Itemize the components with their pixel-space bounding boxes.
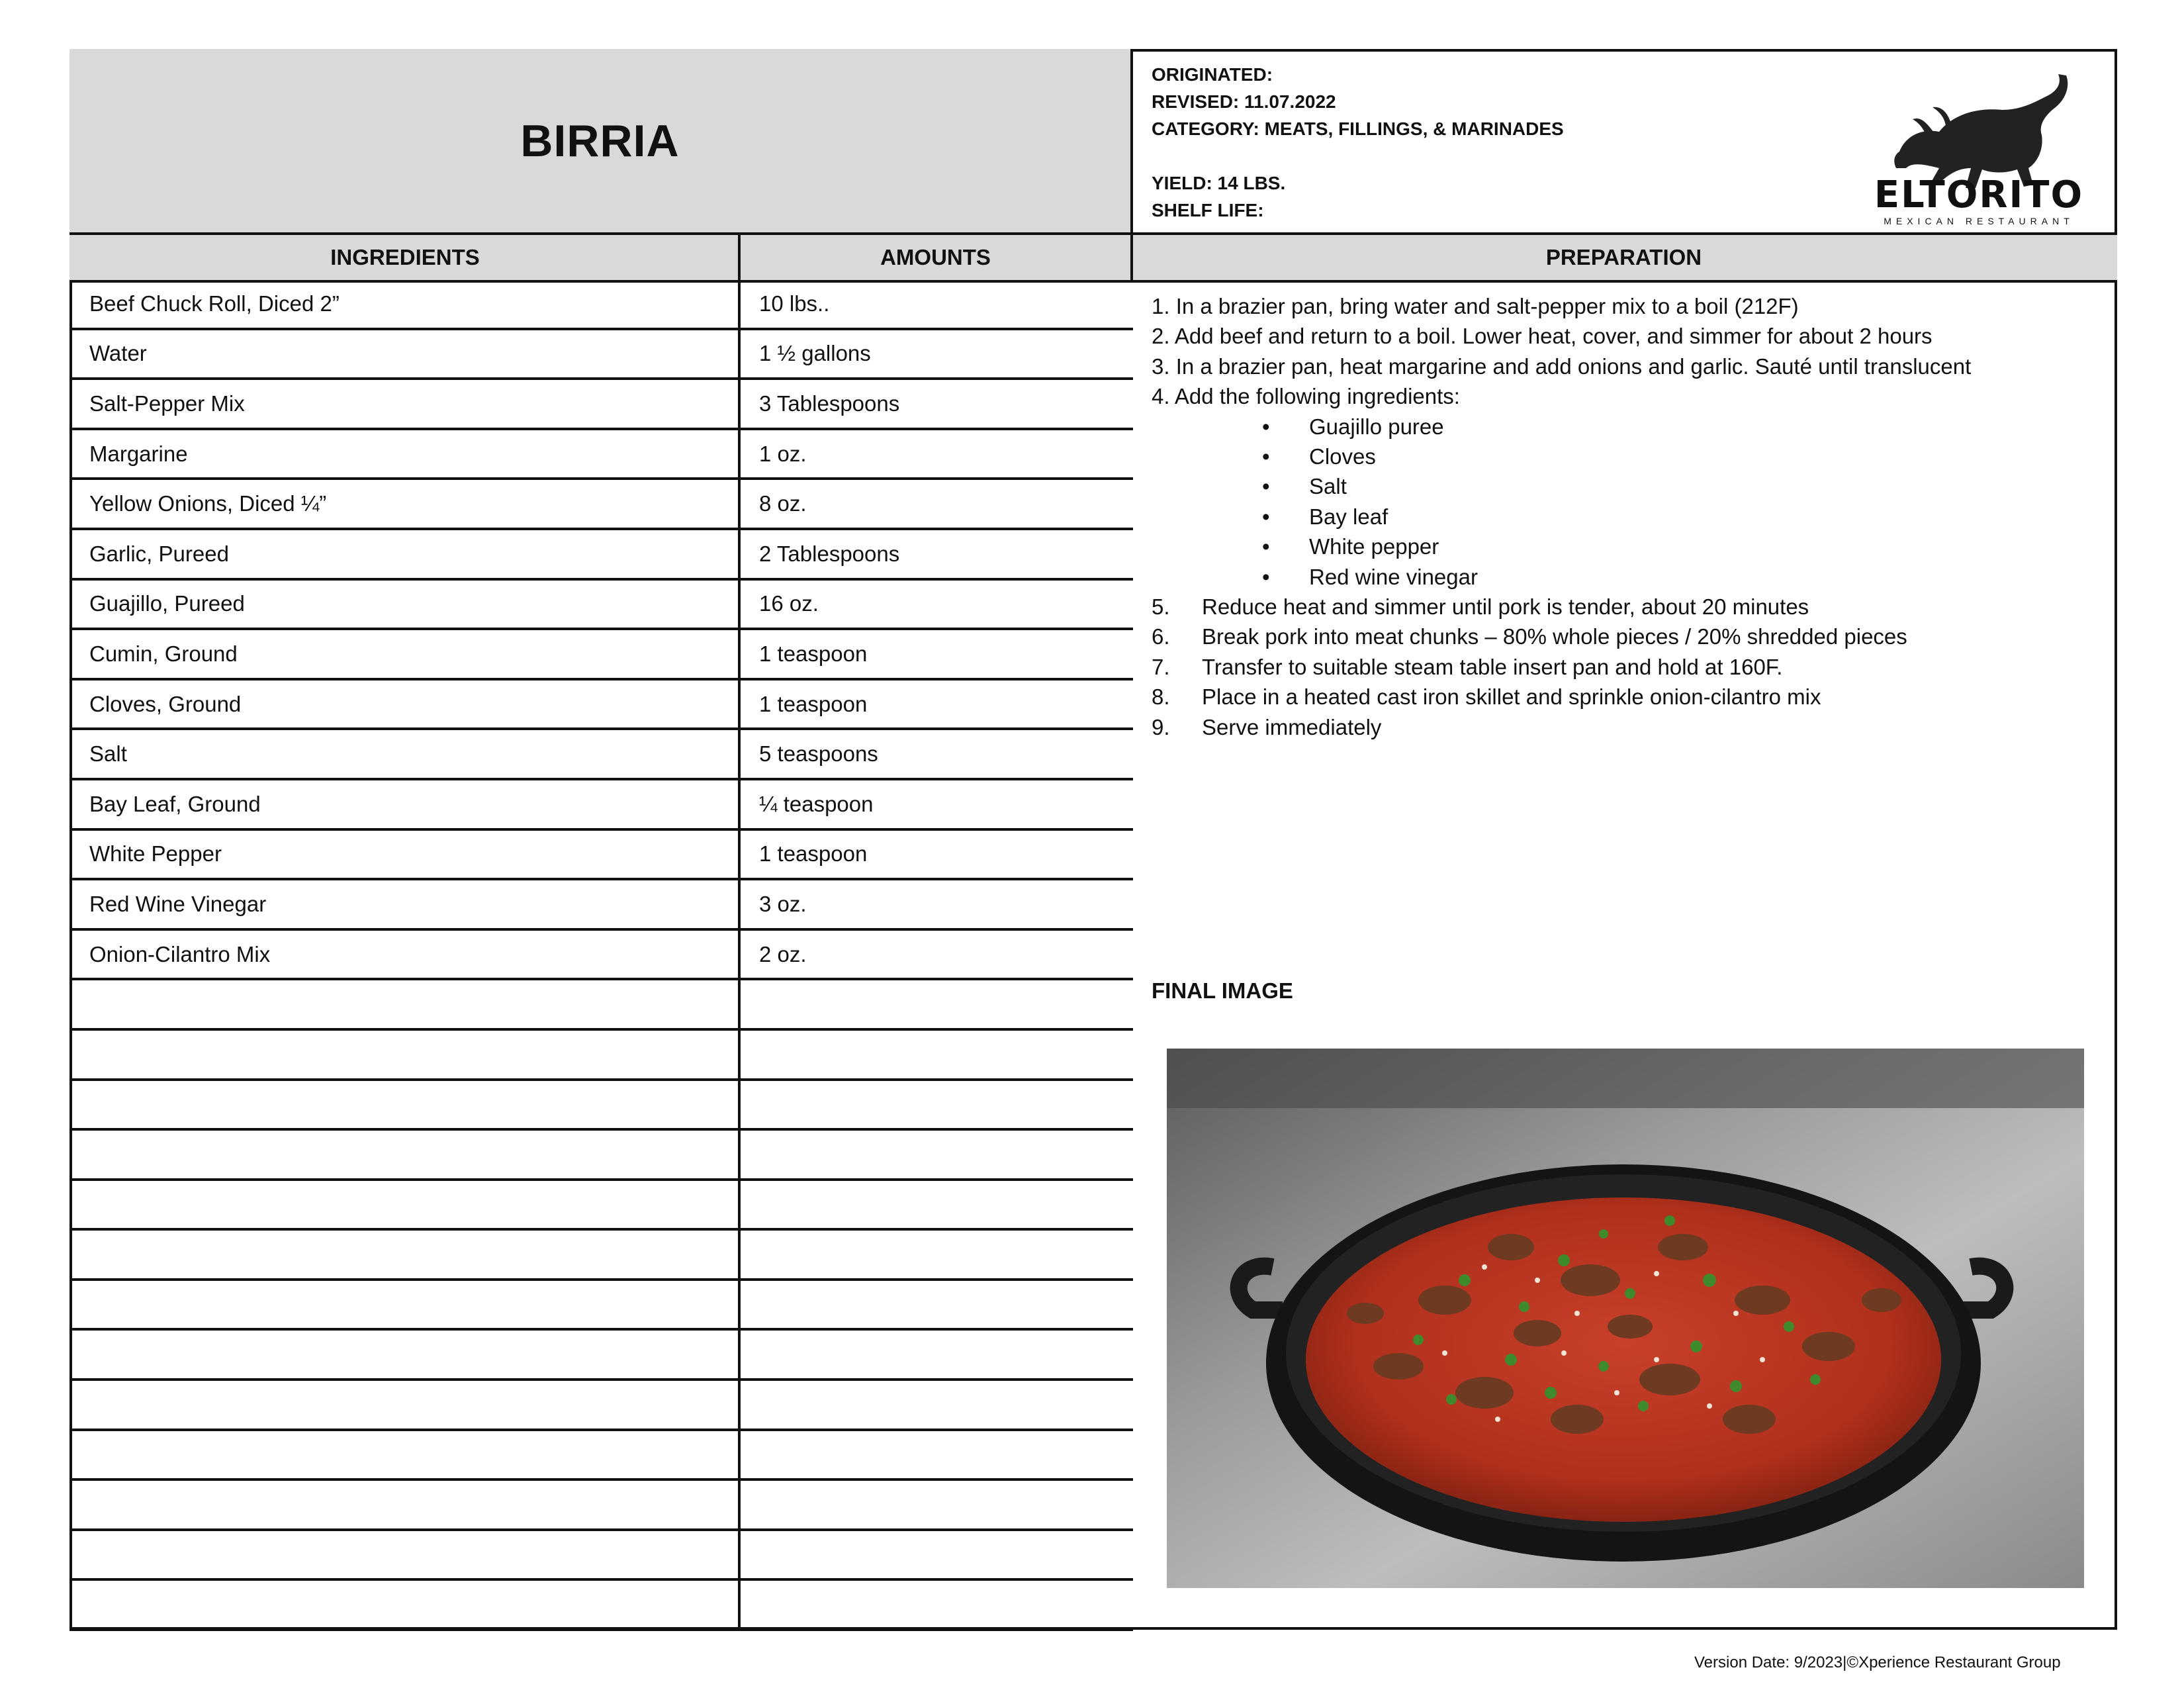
ingredient-amount (741, 1381, 1133, 1429)
ingredient-row (69, 1031, 1133, 1081)
ingredient-row (69, 680, 1133, 731)
ingredient-row (69, 630, 1133, 680)
ingredient-name (69, 1331, 741, 1378)
ingredient-row (69, 831, 1133, 881)
prep-step: 3. In a brazier pan, heat margarine and add onions and garlic. Sauté until translucent (1152, 353, 1972, 379)
ingredient-name: Water (69, 330, 741, 378)
ingredient-row (69, 980, 1133, 1031)
ingredient-amount (741, 1431, 1133, 1479)
ingredient-row (69, 530, 1133, 581)
ingredient-name: White Pepper (69, 831, 741, 878)
ingredient-amount: 2 Tablespoons (759, 541, 900, 566)
ingredient-row (69, 1581, 1133, 1631)
ingredient-row (69, 1281, 1133, 1331)
ingredient-amount (741, 1281, 1133, 1329)
prep-step: 8. Place in a heated cast iron skillet and sprinkle onion-cilantro mix (1152, 684, 1821, 710)
ingredient-amount: ¼ teaspoon (759, 791, 874, 816)
prep-bullet-item: • Bay leaf (1152, 502, 2105, 532)
ingredient-row (69, 1481, 1133, 1531)
ingredient-row (69, 380, 1133, 430)
ingredient-row (69, 480, 1133, 530)
ingredient-name: Beef Chuck Roll, Diced 2” (69, 280, 741, 328)
ingredient-name (69, 1431, 741, 1479)
el-torito-logo (1860, 69, 2098, 226)
ingredient-amount: 1 ½ gallons (759, 341, 871, 366)
ingredient-amount: 10 lbs.. (759, 291, 830, 316)
ingredient-name: Onion-Cilantro Mix (69, 931, 741, 978)
amounts-header: AMOUNTS (880, 245, 991, 269)
prep-step: 7. Transfer to suitable steam table insert pan and hold at 160F. (1152, 654, 1783, 679)
ingredient-row (69, 1531, 1133, 1581)
prep-bullet-item: • Red wine vinegar (1152, 562, 2105, 592)
ingredient-amount (741, 1581, 1133, 1628)
table-header-row (69, 232, 2117, 283)
ingredient-amount: 3 oz. (759, 891, 807, 916)
recipe-title: BIRRIA (520, 115, 680, 166)
originated-field: ORIGINATED: (1152, 64, 1273, 85)
ingredient-amount (741, 1181, 1133, 1229)
ingredient-name: Bay Leaf, Ground (69, 780, 741, 828)
ingredient-name: Red Wine Vinegar (69, 880, 741, 928)
ingredient-name (69, 1081, 741, 1129)
prep-bullet-item: • Salt (1152, 471, 2105, 501)
ingredient-amount (741, 980, 1133, 1028)
ingredient-row (69, 430, 1133, 481)
ingredients-header: INGREDIENTS (330, 245, 480, 269)
ingredient-row (69, 780, 1133, 831)
ingredient-name: Yellow Onions, Diced ¼” (69, 480, 741, 528)
ingredient-name (69, 1181, 741, 1229)
category-field: CATEGORY: MEATS, FILLINGS, & MARINADES (1152, 118, 1564, 139)
title-cell (69, 49, 1133, 232)
ingredient-name (69, 1581, 741, 1628)
ingredient-amount: 1 teaspoon (759, 641, 868, 666)
prep-step: 5. Reduce heat and simmer until pork is tender, about 20 minutes (1152, 594, 1809, 620)
prep-step: 1. In a brazier pan, bring water and salt-pepper mix to a boil (212F) (1152, 294, 1799, 318)
ingredient-amount: 3 Tablespoons (759, 391, 900, 416)
ingredient-row (69, 1181, 1133, 1231)
ingredient-amount: 1 teaspoon (759, 691, 868, 716)
ingredient-row (69, 330, 1133, 381)
ingredient-amount (741, 1331, 1133, 1378)
ingredient-amount (741, 1231, 1133, 1278)
ingredient-amount: 16 oz. (759, 591, 819, 616)
ingredient-amount (741, 1481, 1133, 1528)
prep-step: 2. Add beef and return to a boil. Lower heat, cover, and simmer for about 2 hours (1152, 324, 1933, 349)
logo-tagline: MEXICAN RESTAURANT (1884, 216, 2074, 226)
ingredient-amount: 1 teaspoon (759, 841, 868, 867)
ingredient-amount (741, 1131, 1133, 1178)
ingredient-row (69, 1131, 1133, 1181)
ingredient-row (69, 730, 1133, 780)
prep-bullet-item: • White pepper (1152, 532, 2105, 561)
ingredient-row (69, 1431, 1133, 1481)
ingredient-name (69, 1281, 741, 1329)
prep-bullet-item: • Cloves (1152, 442, 2105, 471)
ingredient-row (69, 1331, 1133, 1381)
prep-step: 6. Break pork into meat chunks – 80% whole pieces / 20% shredded pieces (1152, 624, 1907, 649)
ingredient-name (69, 1131, 741, 1178)
yield-field: YIELD: 14 LBS. (1152, 173, 1286, 193)
ingredient-name: Salt (69, 730, 741, 778)
preparation-header: PREPARATION (1545, 245, 1702, 269)
ingredient-row (69, 1381, 1133, 1431)
ingredient-row (69, 880, 1133, 931)
ingredients-table (69, 280, 1133, 1631)
ingredient-amount: 2 oz. (759, 941, 807, 966)
ingredient-name: Margarine (69, 430, 741, 478)
ingredient-amount (741, 1031, 1133, 1078)
ingredient-amount (741, 1081, 1133, 1129)
ingredient-name: Garlic, Pureed (69, 530, 741, 578)
prep-step: 4. Add the following ingredients: (1152, 384, 1460, 409)
ingredient-name: Guajillo, Pureed (69, 581, 741, 628)
ingredient-name (69, 1531, 741, 1579)
ingredient-amount (741, 1531, 1133, 1579)
shelf-life-field: SHELF LIFE: (1152, 200, 1264, 220)
prep-bullet-item: • Guajillo puree (1152, 412, 2105, 442)
recipe-metadata (1152, 61, 1564, 224)
revised-field: REVISED: 11.07.2022 (1152, 91, 1336, 112)
ingredient-name (69, 980, 741, 1028)
ingredient-name: Cloves, Ground (69, 680, 741, 728)
ingredient-name (69, 1481, 741, 1528)
version-footer: Version Date: 9/2023|©Xperience Restaurant Group (1694, 1654, 2061, 1671)
logo-wordmark: ELTORITO (1874, 173, 2084, 216)
ingredient-name: Cumin, Ground (69, 630, 741, 678)
ingredient-row (69, 1231, 1133, 1281)
ingredient-name (69, 1031, 741, 1078)
final-image-label: FINAL IMAGE (1152, 978, 1293, 1003)
ingredient-amount: 5 teaspoons (759, 741, 878, 767)
ingredient-name (69, 1231, 741, 1278)
ingredient-row (69, 280, 1133, 330)
ingredient-name (69, 1381, 741, 1429)
prep-step: 9. Serve immediately (1152, 714, 1382, 739)
ingredient-name: Salt-Pepper Mix (69, 380, 741, 428)
ingredient-amount: 8 oz. (759, 491, 807, 516)
preparation-steps (1152, 291, 2105, 742)
ingredient-row (69, 1081, 1133, 1131)
ingredient-row (69, 581, 1133, 631)
ingredient-row (69, 931, 1133, 981)
final-dish-photo (1167, 1049, 2084, 1588)
ingredient-amount: 1 oz. (759, 441, 807, 466)
